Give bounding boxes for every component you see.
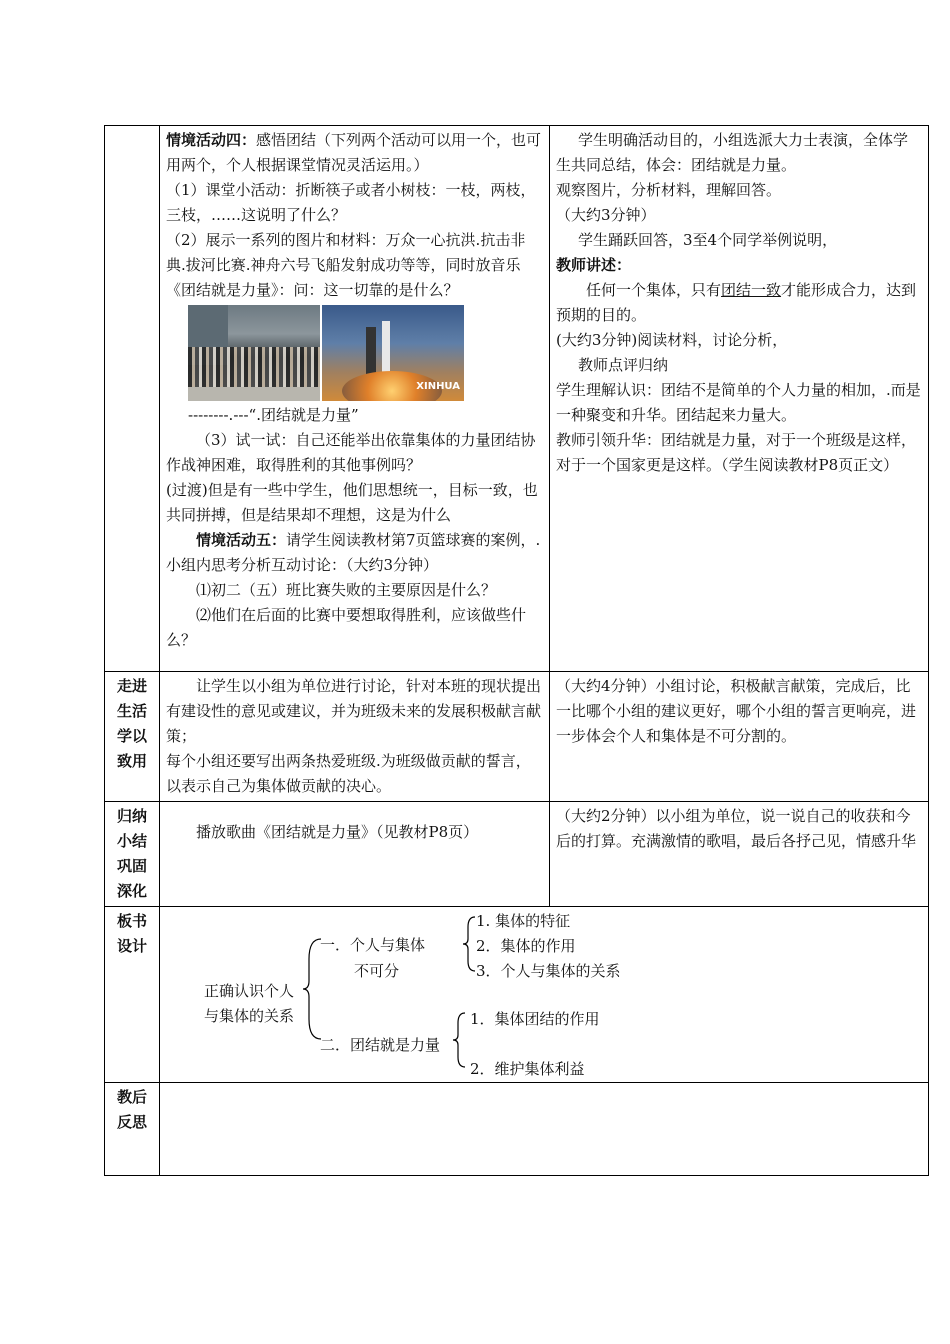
row2-label: 走进生活学以致用 — [105, 672, 160, 802]
student-activity-text: 学生明确活动目的，小组选派大力士表演，全体学生共同总结，体会：团结就是力量。 — [556, 131, 909, 174]
board-branch1-line2: 不可分 — [354, 962, 400, 980]
board-b2-item1: 1．集体团结的作用 — [470, 1010, 600, 1028]
board-b2-item2: 2．维护集体利益 — [470, 1060, 585, 1078]
row2-right-text: （大约4分钟）小组讨论，积极献言献策，完成后，比一比哪个小组的建议更好，哪个小组的誓言更响亮，进一步体会个人和集体是不可分割的。 — [556, 677, 917, 745]
activity5-question1: ⑴初二（五）班比赛失败的主要原因是什么？ — [196, 581, 497, 599]
board-branch2: 二．团结就是力量 — [320, 1036, 441, 1054]
read-material-text: (大约3分钟)阅读材料，讨论分析， — [556, 331, 788, 349]
time-estimate-text: （大约3分钟） — [556, 206, 656, 224]
image-caption: --------.---“.团结就是力量” — [188, 406, 359, 424]
row2-left-cell — [160, 672, 550, 802]
row1-label — [105, 126, 160, 672]
activity5-text: 请学生阅读教材第7页篮球赛的案例，.小组内思考分析互动讨论：（大约3分钟） — [166, 531, 541, 574]
row3-left-cell — [160, 802, 550, 907]
teacher-summary-text: 教师点评归纳 — [578, 356, 669, 374]
teacher-lecture-b: 才能形成合力，达到预期的目的。 — [556, 281, 917, 324]
activity4-item3: （3）试一试：自己还能举出依靠集体的力量团结协作战神困难，取得胜利的其他事例吗？ — [166, 431, 536, 474]
teacher-lecture-a: 任何一个集体，只有 — [586, 281, 722, 299]
reflection-cell — [160, 1083, 929, 1176]
activity-images — [188, 305, 543, 401]
teacher-lecture-title: 教师讲述： — [556, 256, 632, 274]
row-board — [105, 907, 929, 1083]
board-root-line2: 与集体的关系 — [204, 1007, 295, 1025]
rocket-launch-photo — [322, 305, 464, 401]
row-activities — [105, 126, 929, 672]
row2-left-p2: 每个小组还要写出两条热爱班级.为班级做贡献的誓言，以表示自己为集体做贡献的决心。 — [166, 752, 531, 795]
branch1-brace-icon — [462, 915, 476, 973]
row3-right-text: （大约2分钟）以小组为单位，说一说自己的收获和今后的打算。充满激情的歌唱，最后各抒己见，情感升华 — [556, 807, 917, 850]
row3-right-cell — [550, 802, 929, 907]
student-answer-text: 学生踊跃回答，3至4个同学举例说明， — [578, 231, 838, 249]
teacher-lecture-underline: 团结一致 — [721, 281, 782, 299]
board-b1-item3: 3．个人与集体的关系 — [476, 962, 621, 980]
board-root-line1: 正确认识个人 — [204, 982, 295, 1000]
activity4-item2: （2）展示一系列的图片和材料：万众一心抗洪.抗击非典.拔河比赛.神舟六号飞船发射成功等等，同时放音乐《团结就是力量》：问：这一切靠的是什么？ — [166, 231, 526, 299]
student-understanding-text: 学生理解认识：团结不是简单的个人力量的相加，.而是一种聚变和升华。团结起来力量大。 — [556, 381, 921, 424]
observe-text: 观察图片，分析材料，理解回答。 — [556, 181, 782, 199]
board-diagram — [160, 907, 928, 1077]
activity4-text: 感悟团结（下列两个活动可以用一个，也可用两个，个人根据课堂情况灵活运用。） — [166, 131, 542, 174]
row3-label: 归纳小结巩固深化 — [105, 802, 160, 907]
teacher-elevation-text: 教师引领升华：团结就是力量，对于一个班级是这样，对于一个国家更是这样。（学生阅读教材P8页正文） — [556, 431, 917, 474]
board-design-cell — [160, 907, 929, 1083]
row3-left-text: 播放歌曲《团结就是力量》（见教材P8页） — [196, 823, 479, 841]
board-branch1-line1: 一．个人与集体 — [320, 936, 426, 954]
activity4-item1: （1）课堂小活动：折断筷子或者小树枝：一枝，两枝，三枝，……这说明了什么？ — [166, 181, 536, 224]
activity5-question2: ⑵他们在后面的比赛中要想取得胜利，应该做些什么？ — [166, 606, 527, 649]
row2-right-cell — [550, 672, 929, 802]
row4-label: 板书设计 — [105, 907, 160, 1083]
row5-label: 教后反思 — [105, 1083, 160, 1176]
photo-watermark: XINHUA — [416, 381, 460, 392]
row-reflection — [105, 1083, 929, 1176]
activity5-title: 情境活动五： — [196, 531, 287, 549]
row-summary — [105, 802, 929, 907]
row-apply — [105, 672, 929, 802]
lesson-plan-table — [104, 125, 929, 1176]
row1-right-cell — [550, 126, 929, 672]
flood-crowd-photo — [188, 305, 320, 401]
row2-left-p1: 让学生以小组为单位进行讨论，针对本班的现状提出有建设性的意见或建议，并为班级未来的发展积极献言献策； — [166, 677, 542, 745]
board-b1-item2: 2．集体的作用 — [476, 937, 576, 955]
board-b1-item1: 1. 集体的特征 — [476, 912, 571, 930]
branch2-brace-icon — [452, 1011, 466, 1069]
activity4-title: 情境活动四： — [166, 131, 257, 149]
row1-left-cell — [160, 126, 550, 672]
transition-text: (过渡)但是有一些中学生，他们思想统一，目标一致，也共同拼搏，但是结果却不理想，这是为什么 — [166, 481, 538, 524]
